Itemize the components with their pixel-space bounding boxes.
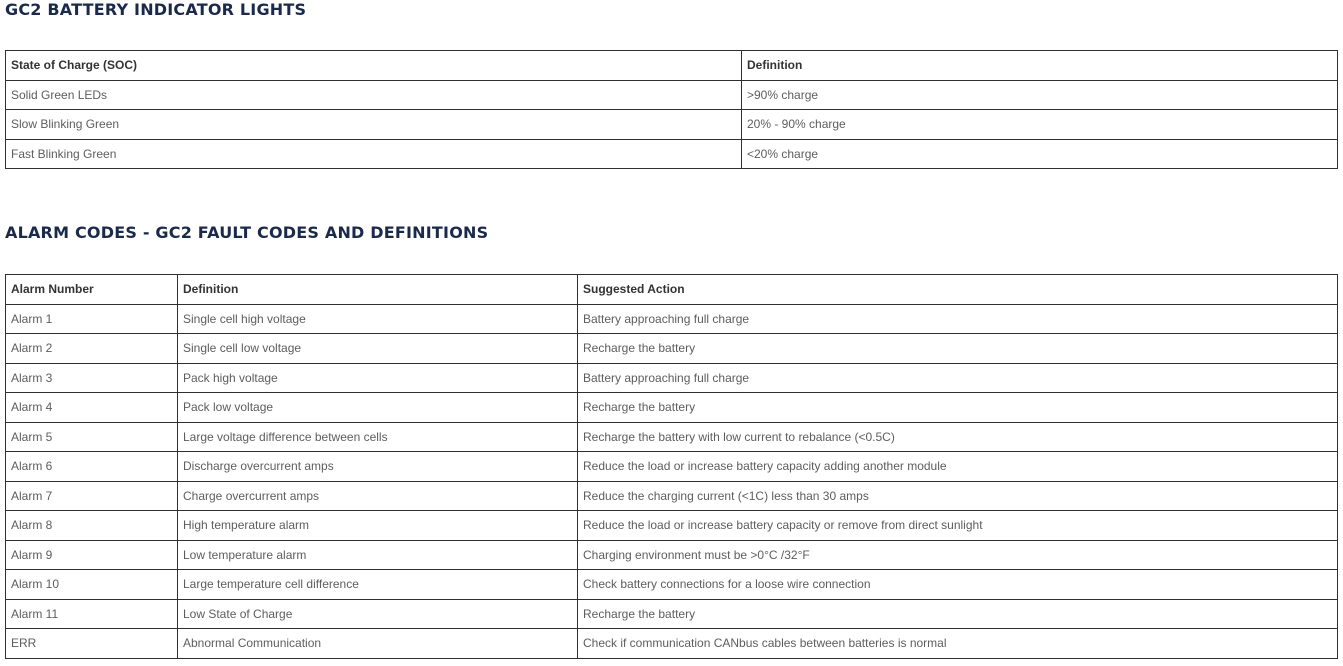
- table-row: [6, 80, 1338, 110]
- alarm-action-cell: Recharge the battery: [578, 599, 1338, 629]
- alarm-number-cell: Alarm 10: [6, 570, 178, 600]
- alarm-action-cell: Reduce the charging current (<1C) less than 30 amps: [578, 481, 1338, 511]
- alarm-number-cell: Alarm 5: [6, 422, 178, 452]
- alarm-action-cell: Recharge the battery with low current to rebalance (<0.5C): [578, 422, 1338, 452]
- alarm-definition-cell: Large voltage difference between cells: [178, 422, 578, 452]
- soc-table: [5, 50, 1338, 169]
- alarm-definition-cell: Discharge overcurrent amps: [178, 452, 578, 482]
- table-row: [6, 570, 1338, 600]
- table-row: [6, 304, 1338, 334]
- alarm-definition-cell: Pack low voltage: [178, 393, 578, 423]
- table-row: [6, 110, 1338, 140]
- soc-definition-cell: <20% charge: [742, 139, 1338, 169]
- table-header-row: [6, 275, 1338, 305]
- alarm-definition-cell: High temperature alarm: [178, 511, 578, 541]
- alarm-action-cell: Charging environment must be >0°C /32°F: [578, 540, 1338, 570]
- soc-header-state: State of Charge (SOC): [6, 51, 742, 81]
- alarm-action-cell: Battery approaching full charge: [578, 363, 1338, 393]
- table-header-row: [6, 51, 1338, 81]
- alarm-action-cell: Reduce the load or increase battery capacity or remove from direct sunlight: [578, 511, 1338, 541]
- table-row: [6, 452, 1338, 482]
- table-row: [6, 139, 1338, 169]
- soc-definition-cell: >90% charge: [742, 80, 1338, 110]
- alarm-action-cell: Reduce the load or increase battery capacity adding another module: [578, 452, 1338, 482]
- table-row: [6, 422, 1338, 452]
- soc-definition-cell: 20% - 90% charge: [742, 110, 1338, 140]
- alarm-number-cell: Alarm 3: [6, 363, 178, 393]
- soc-state-cell: Fast Blinking Green: [6, 139, 742, 169]
- battery-indicator-title: GC2 BATTERY INDICATOR LIGHTS: [5, 0, 307, 19]
- table-row: [6, 540, 1338, 570]
- table-row: [6, 629, 1338, 659]
- table-row: [6, 334, 1338, 364]
- alarm-definition-cell: Abnormal Communication: [178, 629, 578, 659]
- alarm-header-action: Suggested Action: [578, 275, 1338, 305]
- table-row: [6, 481, 1338, 511]
- alarm-number-cell: Alarm 9: [6, 540, 178, 570]
- alarm-codes-title: ALARM CODES - GC2 FAULT CODES AND DEFINITIONS: [5, 223, 489, 242]
- alarm-header-number: Alarm Number: [6, 275, 178, 305]
- alarm-codes-table: [5, 274, 1338, 659]
- alarm-definition-cell: Large temperature cell difference: [178, 570, 578, 600]
- alarm-number-cell: Alarm 7: [6, 481, 178, 511]
- alarm-definition-cell: Pack high voltage: [178, 363, 578, 393]
- alarm-number-cell: Alarm 6: [6, 452, 178, 482]
- alarm-number-cell: Alarm 1: [6, 304, 178, 334]
- alarm-number-cell: Alarm 4: [6, 393, 178, 423]
- table-row: [6, 511, 1338, 541]
- alarm-definition-cell: Single cell high voltage: [178, 304, 578, 334]
- alarm-header-definition: Definition: [178, 275, 578, 305]
- alarm-number-cell: ERR: [6, 629, 178, 659]
- alarm-action-cell: Recharge the battery: [578, 334, 1338, 364]
- table-row: [6, 363, 1338, 393]
- soc-header-definition: Definition: [742, 51, 1338, 81]
- alarm-action-cell: Check battery connections for a loose wire connection: [578, 570, 1338, 600]
- alarm-action-cell: Check if communication CANbus cables between batteries is normal: [578, 629, 1338, 659]
- alarm-definition-cell: Low State of Charge: [178, 599, 578, 629]
- table-row: [6, 599, 1338, 629]
- alarm-action-cell: Recharge the battery: [578, 393, 1338, 423]
- soc-state-cell: Slow Blinking Green: [6, 110, 742, 140]
- alarm-number-cell: Alarm 8: [6, 511, 178, 541]
- soc-state-cell: Solid Green LEDs: [6, 80, 742, 110]
- alarm-number-cell: Alarm 11: [6, 599, 178, 629]
- alarm-definition-cell: Single cell low voltage: [178, 334, 578, 364]
- alarm-definition-cell: Charge overcurrent amps: [178, 481, 578, 511]
- table-row: [6, 393, 1338, 423]
- alarm-action-cell: Battery approaching full charge: [578, 304, 1338, 334]
- alarm-definition-cell: Low temperature alarm: [178, 540, 578, 570]
- alarm-number-cell: Alarm 2: [6, 334, 178, 364]
